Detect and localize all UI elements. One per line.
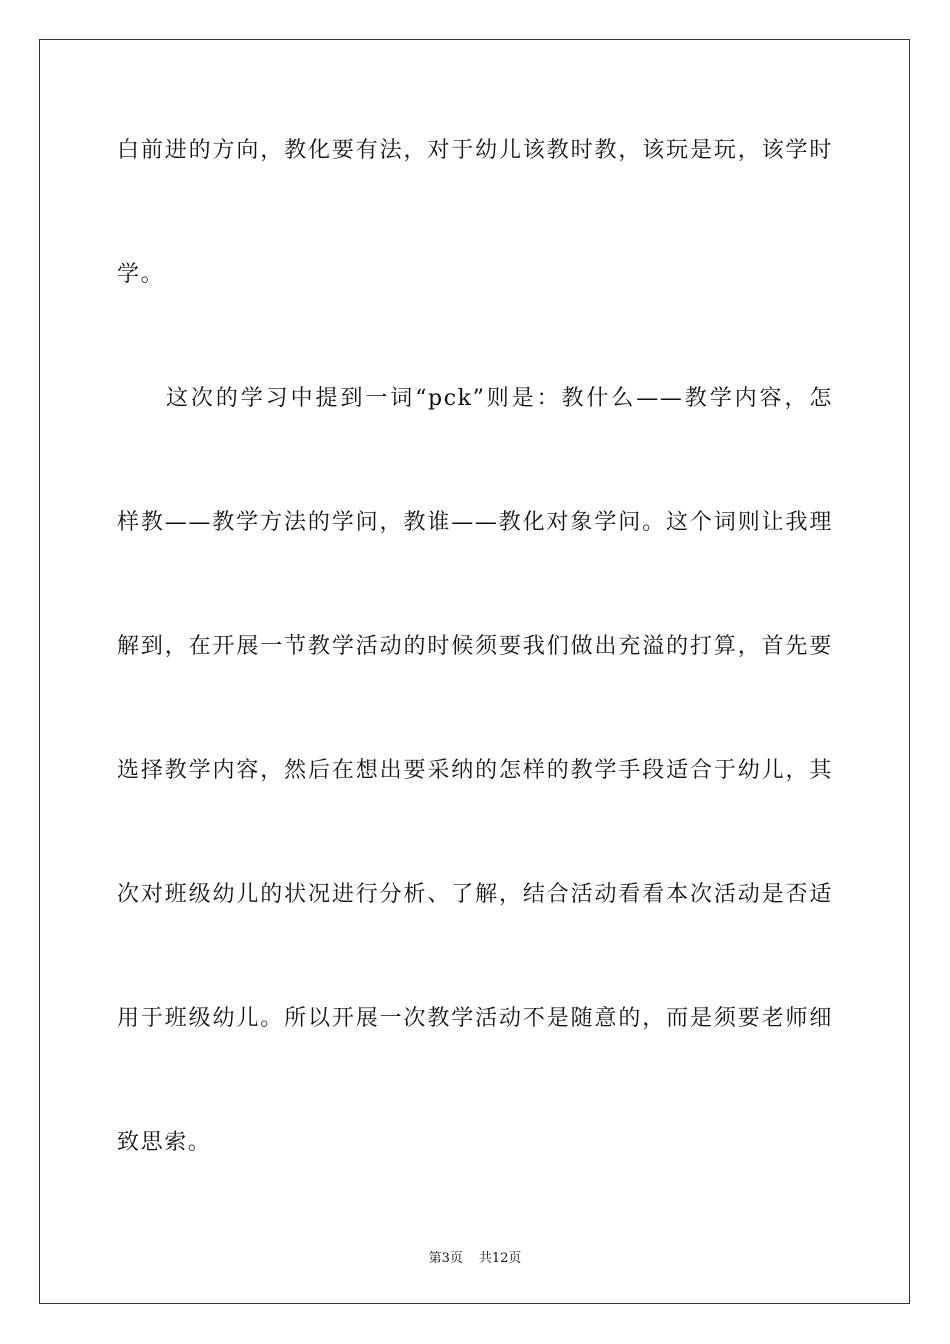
paragraph-line: 次对班级幼儿的状况进行分析、了解，结合活动看看本次活动是否适 bbox=[117, 882, 833, 907]
document-body bbox=[117, 120, 833, 1236]
paragraph-line: 选择教学内容，然后在想出要采纳的怎样的教学手段适合于幼儿，其 bbox=[117, 758, 833, 783]
paragraph-line: 解到，在开展一节教学活动的时候须要我们做出充溢的打算，首先要 bbox=[117, 634, 833, 659]
page-footer bbox=[0, 1247, 950, 1266]
paragraph-line: 学。 bbox=[117, 262, 165, 287]
paragraph-line: 致思索。 bbox=[117, 1130, 212, 1155]
page-number: 第3页 bbox=[428, 1251, 463, 1266]
paragraph-line: 白前进的方向，教化要有法，对于幼儿该教时教，该玩是玩，该学时 bbox=[117, 138, 833, 163]
paragraph-line: 用于班级幼儿。所以开展一次教学活动不是随意的，而是须要老师细 bbox=[117, 1006, 833, 1031]
page-total: 共12页 bbox=[478, 1251, 522, 1266]
paragraph-line: 这次的学习中提到一词“pck”则是：教什么——教学内容，怎 bbox=[166, 386, 833, 411]
paragraph-line: 样教——教学方法的学问，教谁——教化对象学问。这个词则让我理 bbox=[117, 510, 833, 535]
